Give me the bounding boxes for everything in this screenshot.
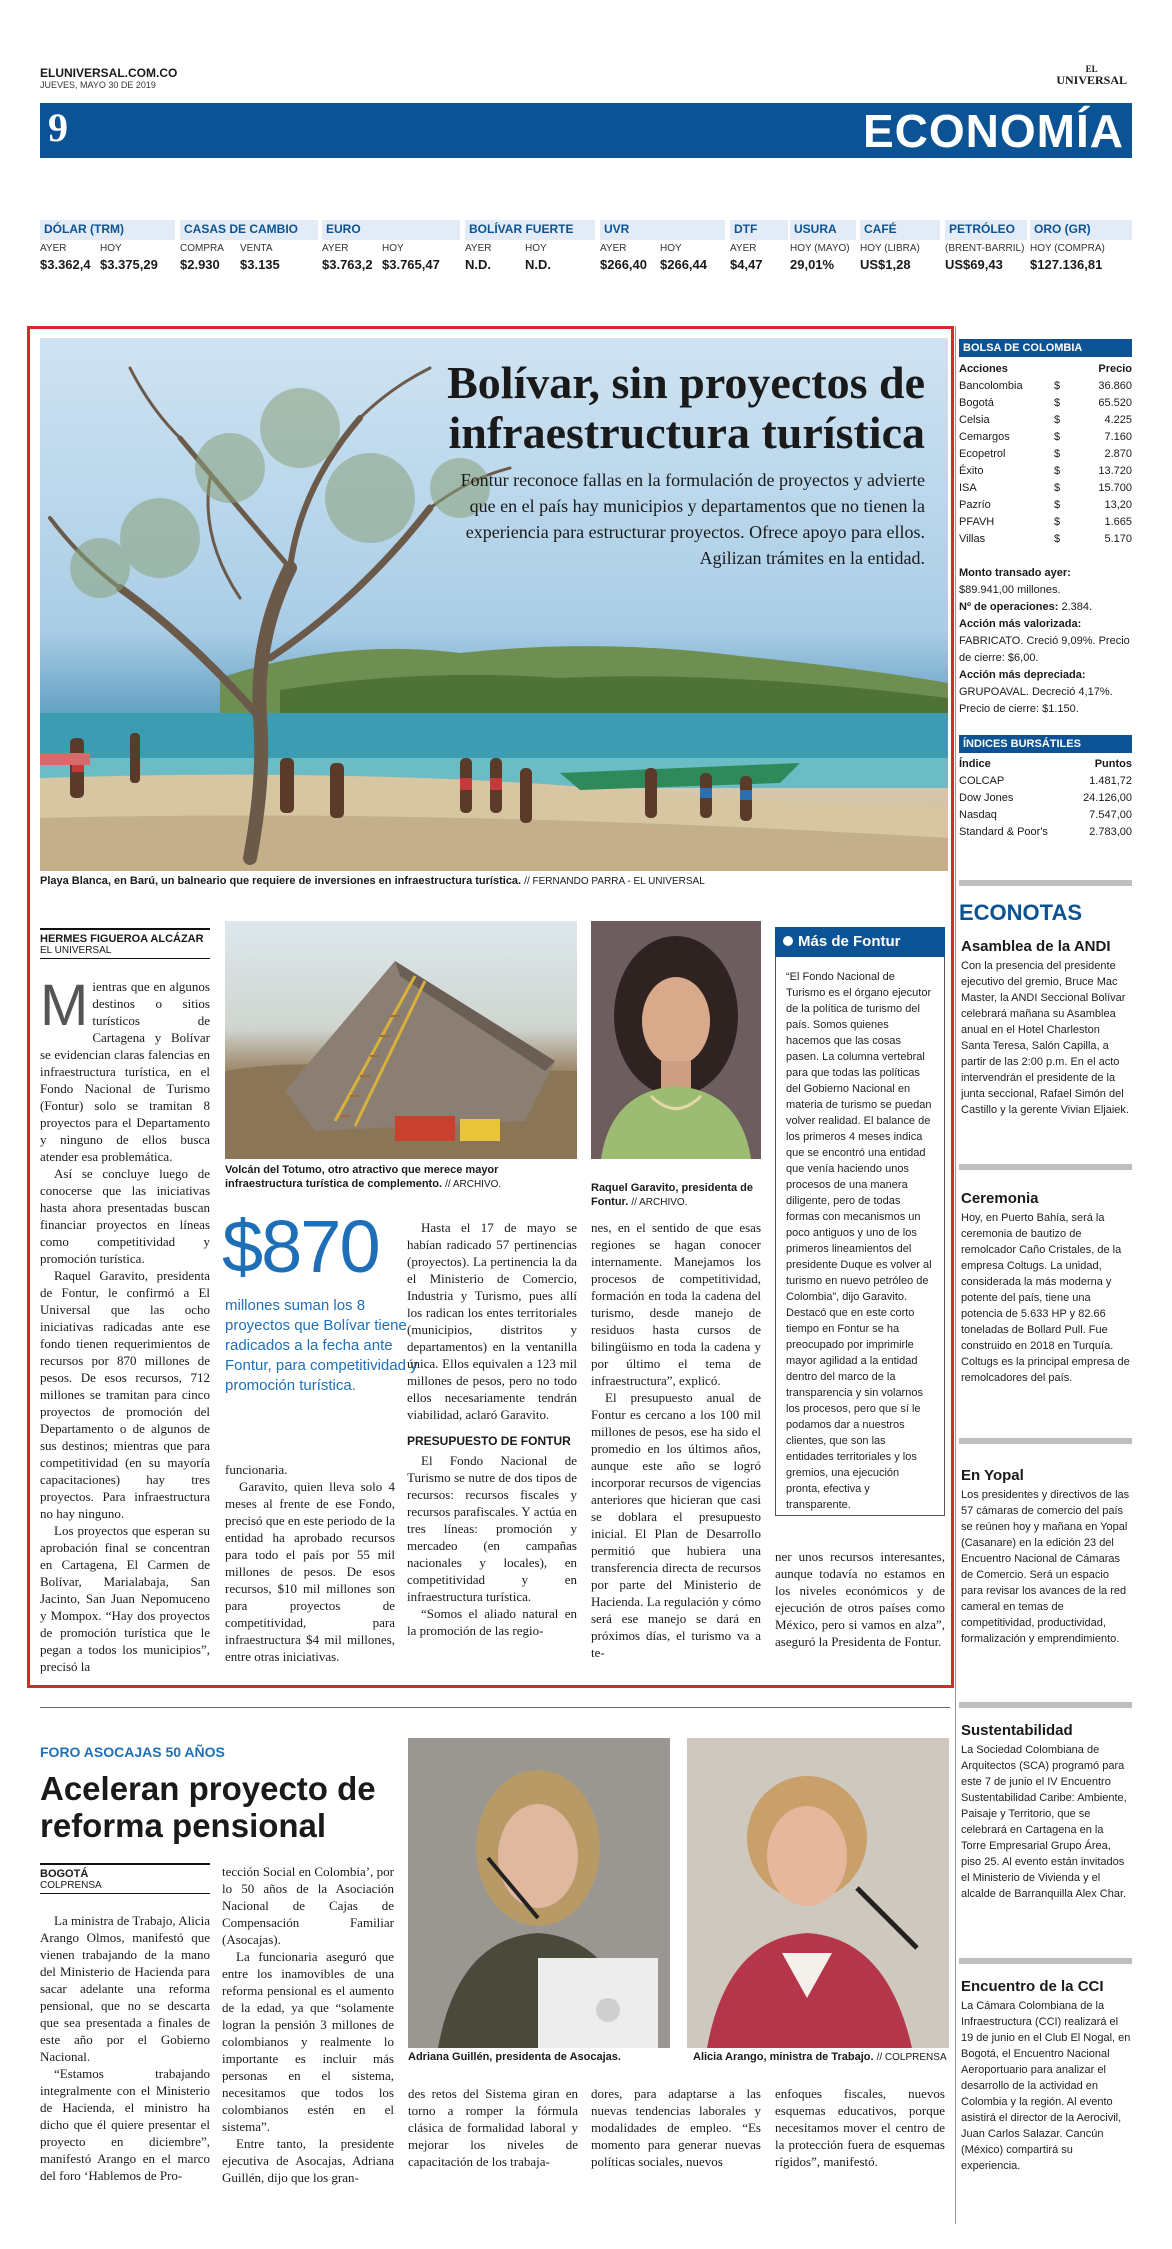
price-value: 1.665 (1104, 516, 1132, 528)
market-labels (945, 240, 1027, 254)
paragraph: Garavito, quien lleva solo 4 meses al frente de ese Fondo, precisó que en este periodo de la entidad ha aprobado recursos para todo el país por 55 mil millones de pesos. De esos recursos, $10 mil millones son para proyectos de competitividad, para infraestructura $4 mil millones, entre otras iniciativas. (225, 1479, 395, 1664)
paragraph: ner unos recursos interesantes, aunque todavía no estamos en los niveles económicos y de ejecución de otros países como México, pero si vamos en alza”, aseguró la Presidenta de Fontur. (775, 1549, 945, 1649)
volcan-totumo-photo (225, 921, 577, 1159)
econotas-title: ECONOTAS (959, 900, 1083, 925)
adriana-caption (408, 2051, 668, 2063)
divider (959, 880, 1132, 886)
bolsa-title: BOLSA DE COLOMBIA (959, 339, 1132, 357)
market-value: 29,01% (790, 257, 835, 272)
foro-byline-org: COLPRENSA (40, 1880, 210, 1894)
monto-label: Monto transado ayer: (959, 567, 1071, 579)
currency-sign: $ (1054, 465, 1061, 477)
table-row (959, 773, 1132, 790)
nota-title: Ceremonia (961, 1190, 1039, 1207)
price-value: 36.860 (1098, 380, 1132, 392)
newspaper-logo (1056, 64, 1127, 86)
raquel-caption-text: Raquel Garavito, presidenta de Fontur. (591, 1182, 753, 1208)
market-indicators (40, 220, 1132, 286)
portrait-illustration (591, 921, 761, 1159)
market-title: UVR (600, 220, 725, 240)
market-values (322, 254, 460, 272)
paragraph: des retos del Sistema giran en torno a romper la fórmula clásica de formalidad laboral y mejorar los niveles de capacitación de los trabaja- (408, 2086, 578, 2169)
stock-price (1054, 429, 1132, 446)
stock-name: Celsia (959, 414, 990, 426)
foro-byline-place: BOGOTÁ (40, 1868, 89, 1880)
paragraph: Los proyectos que esperan su aprobación final se concentran en Cartagena, El Carmen de Bolívar, Marialabaja, San Jacinto, San Juan Nepomuceno y Mompox. “Hay dos proyectos de promoción turística que le pegan a todos los municipios”, precisó la (40, 1523, 210, 1674)
paragraph: “Somos el aliado natural en la promoción de las regio- (407, 1606, 577, 1638)
market-title: PETRÓLEO (945, 220, 1027, 240)
stock-price (1054, 480, 1132, 497)
nota-title: En Yopal (961, 1467, 1024, 1484)
column-header: Acciones (959, 363, 1008, 375)
ops-value: 2.384. (1061, 601, 1093, 613)
market-values (180, 254, 318, 272)
market-values (465, 254, 595, 272)
index-points: 2.783,00 (1089, 826, 1132, 838)
price-value: 65.520 (1098, 397, 1132, 409)
logo-top: EL (1085, 64, 1098, 74)
market-value: US$1,28 (860, 257, 911, 272)
market-label: HOY (525, 243, 547, 254)
table-row (959, 824, 1132, 841)
index-name: COLCAP (959, 775, 1005, 787)
foro-byline (40, 1863, 210, 1894)
market-values (860, 254, 940, 272)
paragraph: Así se concluye luego de conocerse que las iniciativas hasta ahora presentadas buscan financiar proyectos en líneas como competitividad y promoción turística. (40, 1166, 210, 1266)
stock-name: Pazrío (959, 499, 991, 511)
stock-name: Bogotá (959, 397, 994, 409)
nota-title: Asamblea de la ANDI (961, 938, 1111, 955)
currency-sign: $ (1054, 414, 1061, 426)
foro-column-3 (408, 2085, 578, 2170)
site-url: ELUNIVERSAL.COM.CO (40, 66, 178, 80)
stock-price (1054, 412, 1132, 429)
adriana-caption-text: Adriana Guillén, presidenta de Asocajas. (408, 2051, 621, 2063)
byline-org: EL UNIVERSAL (40, 945, 210, 959)
stock-price (1054, 446, 1132, 463)
market-value: $3.763,2 (322, 257, 373, 272)
paragraph: ientras que en algunos destinos o sitios turísticos de Cartagena y Bolívar se evidencian claras falencias en infraestructura turística, en el Fondo Nacional de Turismo (Fontur) solo se tramitan 8 proyectos para el Departamento y ninguno de ellos busca atender esa problemática. (40, 979, 210, 1164)
paragraph: Hasta el 17 de mayo se habían radicado 57 pertinencias (proyectos). La pertinencia la da el Ministerio de Comercio, Industria y Turismo, pues allí los radican los entes territoriales (municipios, distritos y departamentos) en la ventanilla única. Ellos equivalen a 123 mil millones de pesos, pero no todo ellos necesariamente tendrán viabilidad, aclaró Garavito. (407, 1220, 577, 1422)
market-block (945, 220, 1027, 286)
price-value: 5.170 (1104, 533, 1132, 545)
article-column-2 (225, 1461, 395, 1665)
portrait-illustration (687, 1738, 949, 2048)
market-labels (730, 240, 788, 254)
stock-name: PFAVH (959, 516, 995, 528)
table-row (959, 514, 1132, 531)
market-values (1030, 254, 1132, 272)
stock-name: Ecopetrol (959, 448, 1006, 460)
article-column-1 (40, 973, 210, 1675)
market-label: AYER (322, 243, 349, 254)
bolsa-table (959, 361, 1132, 548)
edition-date: JUEVES, MAYO 30 DE 2019 (40, 80, 156, 90)
market-label: HOY (382, 243, 404, 254)
alicia-arango-photo (687, 1738, 949, 2048)
stock-name: Villas (959, 533, 986, 545)
dep-value: GRUPOAVAL. Decreció 4,17%. Precio de cierre: $1.150. (959, 686, 1113, 715)
market-value: $4,47 (730, 257, 763, 272)
market-value: $3.135 (240, 257, 280, 272)
table-header (959, 361, 1132, 378)
market-block (40, 220, 175, 286)
hero-caption (40, 875, 940, 887)
article-subhead: PRESUPUESTO DE FONTUR (407, 1434, 571, 1448)
market-labels (790, 240, 856, 254)
currency-sign: $ (1054, 431, 1061, 443)
market-label: VENTA (240, 243, 273, 254)
market-block (730, 220, 788, 286)
paragraph: funcionaria. (225, 1462, 288, 1477)
indices-title: ÍNDICES BURSÁTILES (959, 735, 1132, 753)
portrait-illustration (408, 1738, 670, 2048)
market-value: N.D. (525, 257, 551, 272)
market-label: AYER (730, 243, 757, 254)
feature-deck: Fontur reconoce fallas en la formulación de proyectos y advierte que en el país hay municipios y departamentos que no tienen la experiencia para estructurar proyectos. Ofrece apoyo para ellos. Agilizan trámites en la entidad. (460, 470, 925, 568)
table-row (959, 497, 1132, 514)
sidebar-box-title-text: Más de Fontur (798, 933, 901, 950)
market-labels (860, 240, 940, 254)
logo-bottom: UNIVERSAL (1056, 73, 1127, 87)
market-block (322, 220, 460, 286)
divider (959, 1702, 1132, 1708)
monto-value: $89.941,00 millones. (959, 584, 1061, 596)
nota-text: Con la presencia del presidente ejecutivo del gremio, Bruce Mac Master, la ANDI Seccional Bolívar celebrará mañana su Asamblea anual en el Hotel Charleston Santa Teresa, Salón Capilla, a partir de las 2:00 p.m. En el acto intervendrán el presidente de la junta seccional, Rafael Simón del Castillo y la gerente Vivian Eljaiek. (961, 960, 1129, 1116)
byline (40, 928, 210, 959)
market-label: HOY (100, 243, 122, 254)
sidebar-box-text: “El Fondo Nacional de Turismo es el órgano ejecutor de la política de turismo del país. Somos quienes hacemos que las cosas pasen. La columna vertebral para que todas las políticas del Gobierno Nacional en materia de turismo se puedan volver realidad. El balance de los primeros 4 meses indica que se encontró una entidad que venía haciendo unos procesos de una manera diligente, pero de todas formas con mecanismos un poco antiguos y uno de los primeros lineamientos del presidente Duque es volver al turismo en nuevo petróleo de Colombia”, dijo Garavito. Destacó que en este corto tiempo en Fontur se ha preocupado por imprimirle mayor agilidad a la entidad dentro del marco de la transparencia y sin volarnos los procesos, pero que sí le podamos dar a nuestros clientes, que son las entidades territoriales y los gremios, una ejecución pronta, efectiva y transparente. (786, 971, 932, 1511)
stock-name: Cemargos (959, 431, 1010, 443)
stock-price (1054, 531, 1132, 548)
hero-caption-text: Playa Blanca, en Barú, un balneario que requiere de inversiones en infraestructura turística. (40, 875, 522, 887)
market-value: $3.362,4 (40, 257, 91, 272)
foro-kicker: FORO ASOCAJAS 50 AÑOS (40, 1744, 225, 1760)
index-name: Dow Jones (959, 792, 1014, 804)
market-value: $3.375,29 (100, 257, 158, 272)
market-label: HOY (660, 243, 682, 254)
highlight-number-text: millones suman los 8 proyectos que Bolívar tiene radicados a la fecha ante Fontur, para competitividad y promoción turística. (225, 1297, 418, 1394)
currency-sign: $ (1054, 448, 1061, 460)
currency-sign: $ (1054, 516, 1061, 528)
paragraph: nes, en el sentido de que esas regiones se hagan conocer internamente. Manejamos los procesos de competitividad, formación en toda la cadena del turismo, desde manejo de residuos hasta cursos de bilingüismo en toda la cadena y por último el tema de infraestructura”, explicó. (591, 1220, 761, 1388)
byline-author: HERMES FIGUEROA ALCÁZAR (40, 933, 204, 945)
market-value: N.D. (465, 257, 491, 272)
val-label: Acción más valorizada: (959, 618, 1082, 630)
price-value: 2.870 (1104, 448, 1132, 460)
bolsa-notes (959, 565, 1132, 718)
currency-sign: $ (1054, 499, 1061, 511)
volcan-caption-text: Volcán del Totumo, otro atractivo que merece mayor infraestructura turística de complemento. (225, 1164, 499, 1190)
paragraph: tección Social en Colombia’, por lo 50 años de la Asociación Nacional de Cajas de Compensación Familiar (Asocajas). (222, 1864, 394, 1947)
alicia-caption-text: Alicia Arango, ministra de Trabajo. (693, 2051, 874, 2063)
index-name: Nasdaq (959, 809, 997, 821)
alicia-credit: // COLPRENSA (876, 2052, 947, 2063)
volcan-caption (225, 1163, 575, 1192)
table-row (959, 412, 1132, 429)
market-labels (40, 240, 175, 254)
market-title: DÓLAR (TRM) (40, 220, 175, 240)
volcano-illustration (225, 921, 577, 1159)
market-block (1030, 220, 1132, 286)
paragraph: La funcionaria aseguró que entre los inamovibles de una reforma pensional es el aumento de la edad, ya que “solamente logran la pensión 3 millones de colombianos y realmente lo importante es incluir más personas en el sistema, necesitamos que todos los colombianos estén en el sistema”. (222, 1949, 394, 2134)
market-label: HOY (MAYO) (790, 243, 850, 254)
market-title: DTF (730, 220, 788, 240)
market-label: COMPRA (180, 243, 224, 254)
market-labels (600, 240, 725, 254)
divider (959, 1164, 1132, 1170)
price-value: 15.700 (1098, 482, 1132, 494)
currency-sign: $ (1054, 533, 1061, 545)
article-column-5 (775, 1548, 945, 1650)
stock-price (1054, 514, 1132, 531)
index-points: 24.126,00 (1083, 792, 1132, 804)
raquel-garavito-photo (591, 921, 761, 1159)
market-values (600, 254, 725, 272)
raquel-caption (591, 1181, 761, 1210)
stock-name: ISA (959, 482, 977, 494)
index-points: 1.481,72 (1089, 775, 1132, 787)
nota-text: Los presidentes y directivos de las 57 cámaras de comercio del país se reúnen hoy y mañana en Yopal (Casanare) en la edición 23 del Encuentro Nacional de Cámaras de Comercio. Será un espacio para revisar los avances de la red cameral en temas de competitividad, productividad, formalización y emprendimiento. (961, 1489, 1130, 1645)
paragraph: dores, para adaptarse a las nuevas tendencias laborales y modalidades de empleo. “Es momento para generar nuevas políticas sociales, nuevos (591, 2086, 761, 2169)
market-labels (1030, 240, 1132, 254)
table-row (959, 790, 1132, 807)
paragraph: El presupuesto anual de Fontur es cercano a los 100 mil millones de pesos, ese ha sido el promedio en los últimos años, aunque este año se logró incorporar recursos de vigencias anteriores que hicieran que casi se doblara el presupuesto inicial. El Plan de Desarrollo permitió que hubiera una transferencia directa de recursos por parte del Ministerio de Hacienda. La regulación y cómo será ese manejo se dará en próximos días, el turismo va a te- (591, 1390, 761, 1660)
market-title: ORO (GR) (1030, 220, 1132, 240)
market-block (860, 220, 940, 286)
table-row (959, 463, 1132, 480)
market-value: $127.136,81 (1030, 257, 1103, 272)
stock-name: Bancolombia (959, 380, 1023, 392)
market-title: CASAS DE CAMBIO (180, 220, 318, 240)
foro-column-5 (775, 2085, 945, 2170)
market-block (600, 220, 725, 286)
dropcap: M (40, 973, 89, 1038)
table-header (959, 756, 1132, 773)
feature-headline: Bolívar, sin proyectos de infraestructura turística (447, 357, 925, 458)
currency-sign: $ (1054, 397, 1061, 409)
article-column-3 (407, 1219, 577, 1639)
dep-label: Acción más depreciada: (959, 669, 1086, 681)
market-labels (465, 240, 595, 254)
table-row (959, 395, 1132, 412)
stock-price (1054, 378, 1132, 395)
foro-headline: Aceleran proyecto de reforma pensional (40, 1770, 376, 1844)
column-header: Precio (1098, 363, 1132, 375)
stock-name: Éxito (959, 465, 984, 477)
ops-label: Nº de operaciones: (959, 601, 1059, 613)
alicia-caption (693, 2051, 953, 2063)
table-row (959, 531, 1132, 548)
column-header: Puntos (1094, 758, 1132, 770)
sidebar-box-title (775, 927, 945, 957)
foro-column-2 (222, 1863, 394, 2186)
market-label: AYER (465, 243, 492, 254)
index-name: Standard & Poor's (959, 826, 1048, 838)
index-points: 7.547,00 (1089, 809, 1132, 821)
table-row (959, 429, 1132, 446)
market-block (790, 220, 856, 286)
market-values (40, 254, 175, 272)
market-value: $266,40 (600, 257, 647, 272)
table-row (959, 446, 1132, 463)
paragraph: La ministra de Trabajo, Alicia Arango Olmos, manifestó que vienen trabajando de la mano del Ministerio de Hacienda para sacar adelante una reforma pensional, que no se descarta que sea presentada a finales de este año por el Gobierno Nacional. (40, 1913, 210, 2064)
market-block (180, 220, 318, 286)
market-title: CAFÉ (860, 220, 940, 240)
highlight-number: $870 (222, 1205, 379, 1288)
market-title: EURO (322, 220, 460, 240)
divider (959, 1958, 1132, 1964)
section-divider (40, 1707, 950, 1708)
stock-price (1054, 463, 1132, 480)
price-value: 13,20 (1104, 499, 1132, 511)
indices-table (959, 756, 1132, 841)
nota-text: La Cámara Colombiana de la Infraestructura (CCI) realizará el 19 de junio en el Club El Nogal, en Bogotá, el Encuentro Nacional Aeroportuario para analizar el desarrollo de la actividad en Colombia y la región. Al evento asistirá el director de la Aerocivil, Juan Carlos Salazar. Cancún (México) compartirá su experiencia. (961, 2000, 1131, 2172)
currency-sign: $ (1054, 482, 1061, 494)
stock-price (1054, 395, 1132, 412)
market-label: HOY (COMPRA) (1030, 243, 1105, 254)
table-row (959, 807, 1132, 824)
column-header: Índice (959, 758, 991, 770)
currency-sign: $ (1054, 380, 1061, 392)
page-number: 9 (48, 105, 68, 150)
paragraph: enfoques fiscales, nuevos esquemas educativos, porque necesitamos mover el centro de la protección fuera de esquemas rígidos”, manifestó. (775, 2086, 945, 2169)
market-block (465, 220, 595, 286)
market-value: US$69,43 (945, 257, 1003, 272)
market-value: $266,44 (660, 257, 707, 272)
paragraph: Raquel Garavito, presidenta de Fontur, le confirmó a El Universal que las ocho iniciativas radicadas ante ese fondo tienen requerimientos de recursos por 870 millones de pesos. De esos recursos, 712 millones se tramitan para cinco proyectos de promoción del Departamento o de algunos de sus destinos; mientras que para competitividad (en su mayoría capacitaciones) hay tres proyectos. Para infraestructura no hay ninguno. (40, 1268, 210, 1521)
val-value: FABRICATO. Creció 9,09%. Precio de cierre: $6,00. (959, 635, 1130, 664)
market-label: AYER (600, 243, 627, 254)
market-title: BOLÍVAR FUERTE (465, 220, 595, 240)
adriana-guillen-photo (408, 1738, 670, 2048)
market-label: HOY (LIBRA) (860, 243, 920, 254)
divider (959, 1438, 1132, 1444)
raquel-credit: // ARCHIVO. (631, 1197, 688, 1208)
price-value: 7.160 (1104, 431, 1132, 443)
article-column-4 (591, 1219, 761, 1661)
market-value: $3.765,47 (382, 257, 440, 272)
volcan-credit: // ARCHIVO. (445, 1179, 502, 1190)
price-value: 13.720 (1098, 465, 1132, 477)
table-row (959, 378, 1132, 395)
market-label: (BRENT-BARRIL) (945, 243, 1025, 254)
market-values (790, 254, 856, 272)
price-value: 4.225 (1104, 414, 1132, 426)
market-values (945, 254, 1027, 272)
market-labels (180, 240, 318, 254)
market-value: $2.930 (180, 257, 220, 272)
nota-text: Hoy, en Puerto Bahía, será la ceremonia de bautizo de remolcador Caño Cristales, de la empresa Coltugs. La unidad, considerada la más moderna y potente del país, tiene una potencia de 5.633 HP y 82.66 toneladas de Bollard Pull. Fue construido en 2018 en Turquía. Coltugs es la principal empresa de remolcadores del país. (961, 1212, 1130, 1384)
column-divider (955, 326, 956, 2224)
foro-column-1 (40, 1912, 210, 2184)
market-values (730, 254, 788, 272)
nota-title: Encuentro de la CCI (961, 1978, 1104, 1995)
paragraph: El Fondo Nacional de Turismo se nutre de dos tipos de recursos: recursos fiscales y recursos parafiscales. Y actúa en tres líneas: promoción y mercadeo (en campañas nacionales y locales), en competitividad y en infraestructura turística. (407, 1453, 577, 1604)
market-labels (322, 240, 460, 254)
hero-credit: // FERNANDO PARRA - EL UNIVERSAL (524, 876, 705, 887)
nota-title: Sustentabilidad (961, 1722, 1073, 1739)
section-title: ECONOMÍA (863, 105, 1124, 157)
table-row (959, 480, 1132, 497)
nota-text: La Sociedad Colombiana de Arquitectos (SCA) programó para este 7 de junio el IV Encuentro Sustentabilidad Caribe: Ambiente, Paisaje y Territorio, que se celebrará en Cartagena en la Torre Empresarial Grupo Área, piso 25. Al evento están invitados el Ministerio de Vivienda y el alcalde de Barranquilla Alex Char. (961, 1744, 1127, 1900)
market-title: USURA (790, 220, 856, 240)
market-label: AYER (40, 243, 67, 254)
paragraph: “Estamos trabajando integralmente con el Ministerio de Hacienda, el ministro ha dicho que él quiere presentar el proyecto en diciembre”, manifestó Arango en el marco del foro ‘Hablemos de Pro- (40, 2066, 210, 2183)
bullet-icon (783, 936, 793, 946)
paragraph: Entre tanto, la presidente ejecutiva de Asocajas, Adriana Guillén, dijo que los gran- (222, 2136, 394, 2185)
stock-price (1054, 497, 1132, 514)
foro-column-4 (591, 2085, 761, 2170)
